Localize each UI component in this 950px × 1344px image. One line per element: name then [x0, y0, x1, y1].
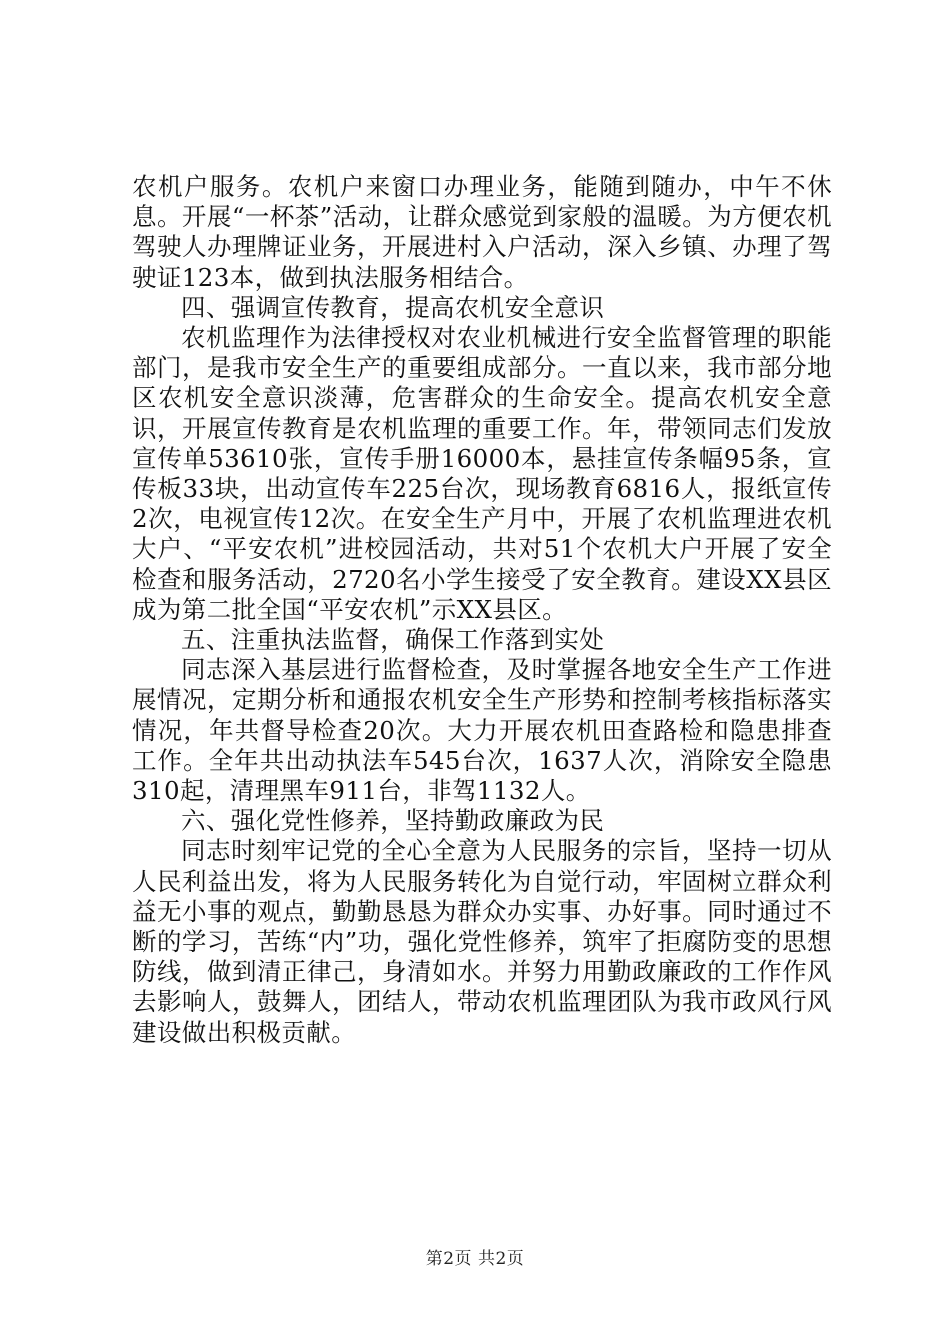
section-heading-4: 四、强调宣传教育，提高农机安全意识 — [181, 292, 605, 322]
section-heading-6: 六、强化党性修养，坚持勤政廉政为民 — [181, 806, 605, 836]
page-number-label: 第2页 共2页 — [425, 1249, 525, 1269]
page-footer — [0, 1244, 950, 1269]
paragraph-section-4: 农机监理作为法律授权对农业机械进行安全监督管理的职能部门，是我市安全生产的重要组成部分。一直以来，我市部分地区农机安全意识淡薄，危害群众的生命安全。提高农机安全意识，开展宣传教育是农机监理的重要工作。年，带领同志们发放宣传单53610张，宣传手册16000本，悬挂宣传条幅95条，宣传板33块，出动宣传车225台次，现场教育6816人，报纸宣传2次，电视宣传12次。在安全生产月中，开展了农机监理进农机大户、“平安农机”进校园活动，共对51个农机大户开展了安全检查和服务活动，2720名小学生接受了安全教育。建设XX县区成为第二批全国“平安农机”示XX县区。 — [132, 323, 832, 624]
paragraph-section-5: 同志深入基层进行监督检查，及时掌握各地安全生产工作进展情况，定期分析和通报农机安全生产形势和控制考核指标落实情况，年共督导检查20次。大力开展农机田查路检和隐患排查工作。全年共出动执法车545台次，1637人次，消除安全隐患310起，清理黑车911台，非驾1132人。 — [132, 655, 832, 806]
paragraph-section-6: 同志时刻牢记党的全心全意为人民服务的宗旨，坚持一切从人民利益出发，将为人民服务转化为自觉行动，牢固树立群众利益无小事的观点，勤勤恳恳为群众办实事、办好事。同时通过不断的学习，苦练“内”功，强化党性修养，筑牢了拒腐防变的思想防线，做到清正律己，身清如水。并努力用勤政廉政的工作作风去影响人，鼓舞人，团结人，带动农机监理团队为我市政风行风建设做出积极贡献。 — [132, 836, 832, 1047]
paragraph-continued: 农机户服务。农机户来窗口办理业务，能随到随办，中午不休息。开展“一杯茶”活动，让群众感觉到家般的温暖。为方便农机驾驶人办理牌证业务，开展进村入户活动，深入乡镇、办理了驾驶证123本，做到执法服务相结合。 — [132, 172, 832, 292]
section-heading-5: 五、注重执法监督，确保工作落到实处 — [181, 625, 605, 655]
document-body — [132, 172, 832, 1048]
